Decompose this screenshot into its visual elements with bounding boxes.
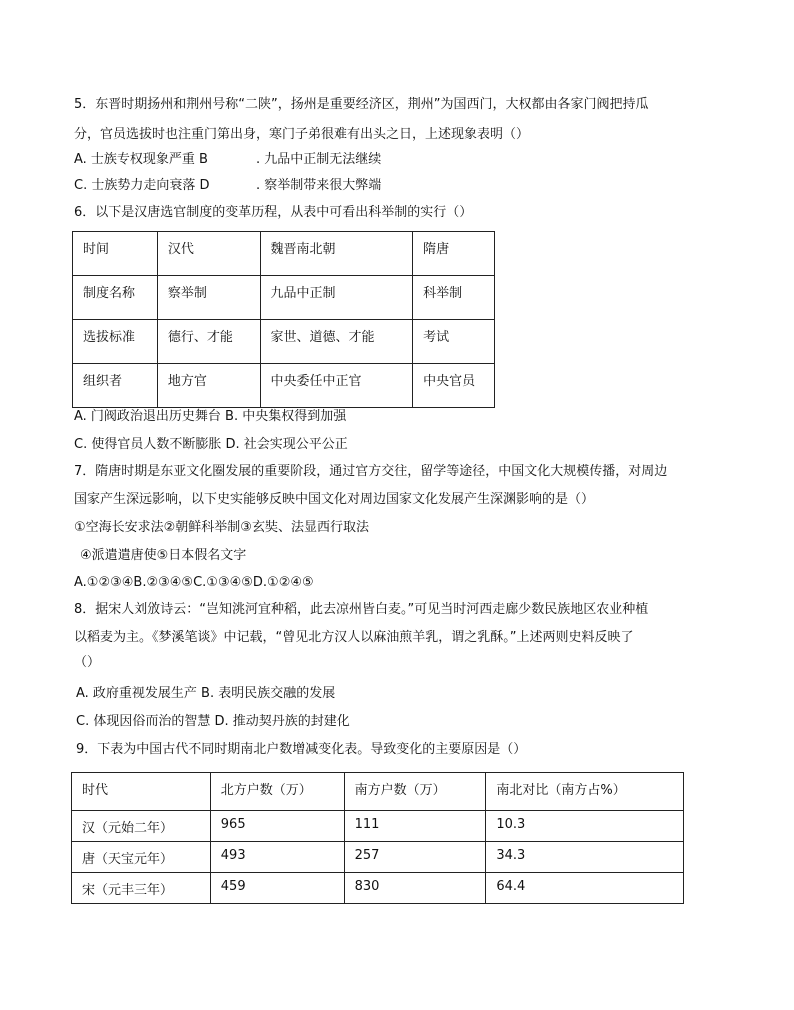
table-cell: 唐（天宝元年） xyxy=(72,842,211,873)
q5-stem-line1: 5．东晋时期扬州和荆州号称“二陕”，扬州是重要经济区，荆州”为国西门，大权都由各家门阀把持瓜 xyxy=(74,97,649,112)
q7-options: A.①②③④B.②③④⑤C.①③④⑤D.①②④⑤ xyxy=(74,575,314,590)
q6-stem: 6．以下是汉唐选官制度的变革历程，从表中可看出科举制的实行（） xyxy=(74,205,473,220)
table-cell: 时间 xyxy=(73,232,158,276)
q5-option-a: A. 士族专权现象严重 B xyxy=(74,152,208,167)
q5-option-d: . 察举制带来很大弊端 xyxy=(256,178,382,193)
q6-options-cd: C. 使得官员人数不断膨胀 D. 社会实现公平公正 xyxy=(74,437,348,452)
table-cell: 34.3 xyxy=(486,842,684,873)
q8-stem-line3: （） xyxy=(74,655,101,670)
table-cell: 830 xyxy=(344,873,486,904)
q9-household-table xyxy=(71,772,684,904)
table-cell: 地方官 xyxy=(157,364,260,408)
table-row xyxy=(73,276,495,320)
table-cell: 965 xyxy=(210,811,344,842)
q9-stem: 9．下表为中国古代不同时期南北户数增减变化表。导致变化的主要原因是（） xyxy=(76,742,527,757)
table-cell: 制度名称 xyxy=(73,276,158,320)
table-cell: 中央委任中正官 xyxy=(260,364,413,408)
table-cell: 257 xyxy=(344,842,486,873)
table-cell: 64.4 xyxy=(486,873,684,904)
table-cell: 察举制 xyxy=(157,276,260,320)
table-cell: 家世、道德、才能 xyxy=(260,320,413,364)
table-cell: 汉（元始二年） xyxy=(72,811,211,842)
q7-stem-line2: 国家产生深远影响，以下史实能够反映中国文化对周边国家文化发展产生深渊影响的是（） xyxy=(74,492,595,507)
table-row xyxy=(73,320,495,364)
table-row xyxy=(73,364,495,408)
table-header-cell: 南方户数（万） xyxy=(344,773,486,811)
q8-stem-line1: 8．据宋人刘攽诗云：“岂知洮河宜种稻，此去凉州皆白麦。”可见当时河西走廊少数民族地区农业种植 xyxy=(74,602,649,617)
q8-stem-line2: 以稻麦为主。《梦溪笔谈》中记载，“曾见北方汉人以麻油煎羊乳，谓之乳酥。”上述两则史料反映了 xyxy=(74,630,634,645)
table-cell: 493 xyxy=(210,842,344,873)
table-cell: 德行、才能 xyxy=(157,320,260,364)
table-cell: 中央官员 xyxy=(413,364,495,408)
table-row xyxy=(73,232,495,276)
table-header-row xyxy=(72,773,684,811)
q7-items-line2: ④派遣遣唐使⑤日本假名文字 xyxy=(80,548,247,563)
table-cell: 考试 xyxy=(413,320,495,364)
table-row xyxy=(72,842,684,873)
table-row xyxy=(72,811,684,842)
table-header-cell: 北方户数（万） xyxy=(210,773,344,811)
table-cell: 10.3 xyxy=(486,811,684,842)
table-cell: 隋唐 xyxy=(413,232,495,276)
table-cell: 选拔标准 xyxy=(73,320,158,364)
q6-system-table xyxy=(72,231,495,408)
table-cell: 111 xyxy=(344,811,486,842)
table-cell: 宋（元丰三年） xyxy=(72,873,211,904)
q8-options-cd: C. 体现因俗而治的智慧 D. 推动契丹族的封建化 xyxy=(76,714,350,729)
q7-items-line1: ①空海长安求法②朝鲜科举制③玄奘、法显西行取法 xyxy=(74,520,369,535)
table-cell: 魏晋南北朝 xyxy=(260,232,413,276)
table-header-cell: 时代 xyxy=(72,773,211,811)
table-row xyxy=(72,873,684,904)
q5-option-b: . 九品中正制无法继续 xyxy=(256,152,382,167)
table-cell: 459 xyxy=(210,873,344,904)
table-cell: 组织者 xyxy=(73,364,158,408)
q7-stem-line1: 7．隋唐时期是东亚文化圈发展的重要阶段，通过官方交往，留学等途径，中国文化大规模传播，对周边 xyxy=(74,464,668,479)
q8-options-ab: A. 政府重视发展生产 B. 表明民族交融的发展 xyxy=(76,686,336,701)
q5-stem-line2: 分，官员选拔时也注重门第出身，寒门子弟很难有出头之日，上述现象表明（） xyxy=(74,127,530,142)
table-cell: 九品中正制 xyxy=(260,276,413,320)
table-header-cell: 南北对比（南方占%） xyxy=(486,773,684,811)
table-cell: 汉代 xyxy=(157,232,260,276)
q6-options-ab: A. 门阀政治退出历史舞台 B. 中央集权得到加强 xyxy=(74,409,347,424)
table-cell: 科举制 xyxy=(413,276,495,320)
q5-option-c: C. 士族势力走向衰落 D xyxy=(74,178,210,193)
